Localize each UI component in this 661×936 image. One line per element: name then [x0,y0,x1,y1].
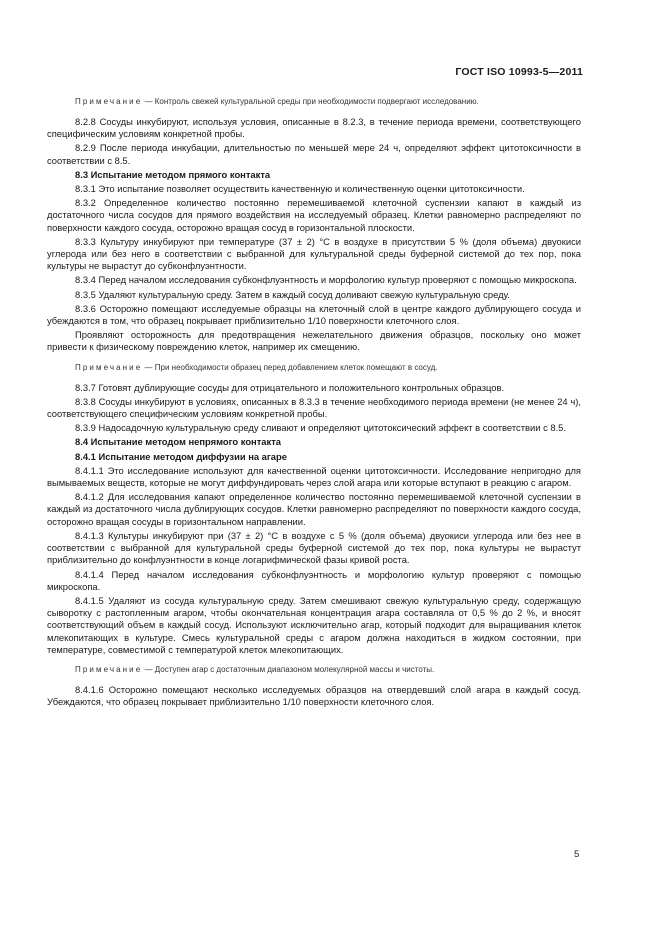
paragraph: 8.3.9 Надосадочную культуральную среду сливают и определяют цитотоксический эффект в соответствии с 8.5. [75,422,566,434]
paragraph: 8.2.8 Сосуды инкубируют, используя условия, описанные в 8.2.3, в течение периода времени, соответствующего специфическим условиям конкретной пробы. [47,116,581,140]
note-label: Примечание [75,97,143,106]
note-label: Примечание [75,362,143,372]
section-heading: 8.3 Испытание методом прямого контакта [75,168,271,180]
paragraph: Проявляют осторожность для предотвращения нежелательного движения образцов, поскольку оно может привести к физическому повреждению клеток, например их смещению. [47,329,581,353]
note-text: — Контроль свежей культуральной среды при необходимости подвергают исследованию. [142,97,479,106]
paragraph: 8.4.1.1 Это исследование используют для качественной оценки цитотоксичности. Исследование непригодно для вымываемых веществ, которые не могут диффундировать через слой агара или которые вступают в реакцию с агаром. [47,464,581,489]
paragraph: 8.4.1.3 Культуры инкубируют при (37 ± 2) °С в воздухе с 5 % (доля объема) двуокиси углерода или без нее в соответствии с выбранной для культуральной среды буферной системой до тех пор, пока культуры не вырастут приблизительно до конфлуэнтности в конце логарифмической фазы кривой роста. [47,529,581,566]
document-body [47,96,581,708]
note-text: — При необходимости образец перед добавлением клеток помещают в сосуд. [142,362,438,372]
section-heading: 8.4 Испытание методом непрямого контакта [75,436,282,448]
paragraph: 8.3.1 Это испытание позволяет осуществить качественную и количественную оценки цитотоксичности. [75,183,525,195]
note [47,362,581,373]
note [47,664,581,675]
paragraph: 8.4.1.2 Для исследования капают определенное количество постоянно перемешиваемой клеточной суспензии в каждый из достаточного числа дублирующих сосудов. Клетки равномерно распределяют по поверхности каждого сосуда, осторожно вращая сосуды в горизонтальном направлении. [47,491,581,527]
paragraph: 8.4.1.5 Удаляют из сосуда культуральную среду. Затем смешивают свежую культуральную среду, содержащую сыворотку с растопленным агаром, чтобы окончательная концентрация агара составляла от 0,5 % до 2 %, и вносят соответствующий объем в каждый сосуд. Используют исключительно агар, который подходит для выращивания клеток млекопитающих в культуре. Смесь культуральной среды с агаром должна находиться в жидком состоянии, при температуре, совместимой с температурой клеток млекопитающих. [47,594,581,655]
note [47,96,581,107]
paragraph: 8.3.4 Перед началом исследования субконфлуэнтность и морфологию культур проверяют с помощью микроскопа. [75,274,577,286]
page-number: 5 [574,849,580,860]
standard-header: ГОСТ ISO 10993-5—2011 [455,66,583,78]
paragraph: 8.3.7 Готовят дублирующие сосуды для отрицательного и положительного контрольных образцов. [75,381,505,393]
note-text: — Доступен агар с достаточным диапазоном молекулярной массы и чистоты. [142,664,435,674]
paragraph: 8.3.3 Культуру инкубируют при температуре (37 ± 2) °С в воздухе в присутствии 5 % (доля объема) двуокиси углерода или без него в соответствии с выбранной для культуральной среды буферной системой до тех пор, пока культуры не вырастут до субконфлуэнтности. [47,235,581,272]
paragraph: 8.3.2 Определенное количество постоянно перемешиваемой клеточной суспензии капают в каждый из достаточного числа сосудов для прямого воздействия на исследуемый образец. Клетки равномерно распределяют по поверхности каждого сосуда, осторожно вращая сосуд в горизонтальной плоскости. [47,197,581,233]
paragraph: 8.3.6 Осторожно помещают исследуемые образцы на клеточный слой в центре каждого дублирующего сосуда и убеждаются в том, что образец покрывает приблизительно 1/10 поверхности клеточного слоя. [47,302,581,327]
paragraph: 8.4.1.6 Осторожно помещают несколько исследуемых образцов на отвердевший слой агара в каждый сосуд. Убеждаются, что образец покрывает приблизительно 1/10 поверхности клеточного слоя. [47,683,581,708]
paragraph: 8.4.1.4 Перед началом исследования субконфлуэнтность и морфологию культур проверяют с помощью микроскопа. [47,568,581,592]
note-label: Примечание [75,664,143,674]
paragraph: 8.2.9 После периода инкубации, длительностью по меньшей мере 24 ч, определяют эффект цитотоксичности в соответствии с 8.5. [47,142,581,166]
section-heading: 8.4.1 Испытание методом диффузии на агаре [75,450,287,462]
paragraph: 8.3.8 Сосуды инкубируют в условиях, описанных в 8.3.3 в течение необходимого периода времени (не менее 24 ч), соответствующего специфическим условиям конкретной пробы. [47,395,581,420]
paragraph: 8.3.5 Удаляют культуральную среду. Затем в каждый сосуд доливают свежую культуральную среду. [75,288,510,300]
